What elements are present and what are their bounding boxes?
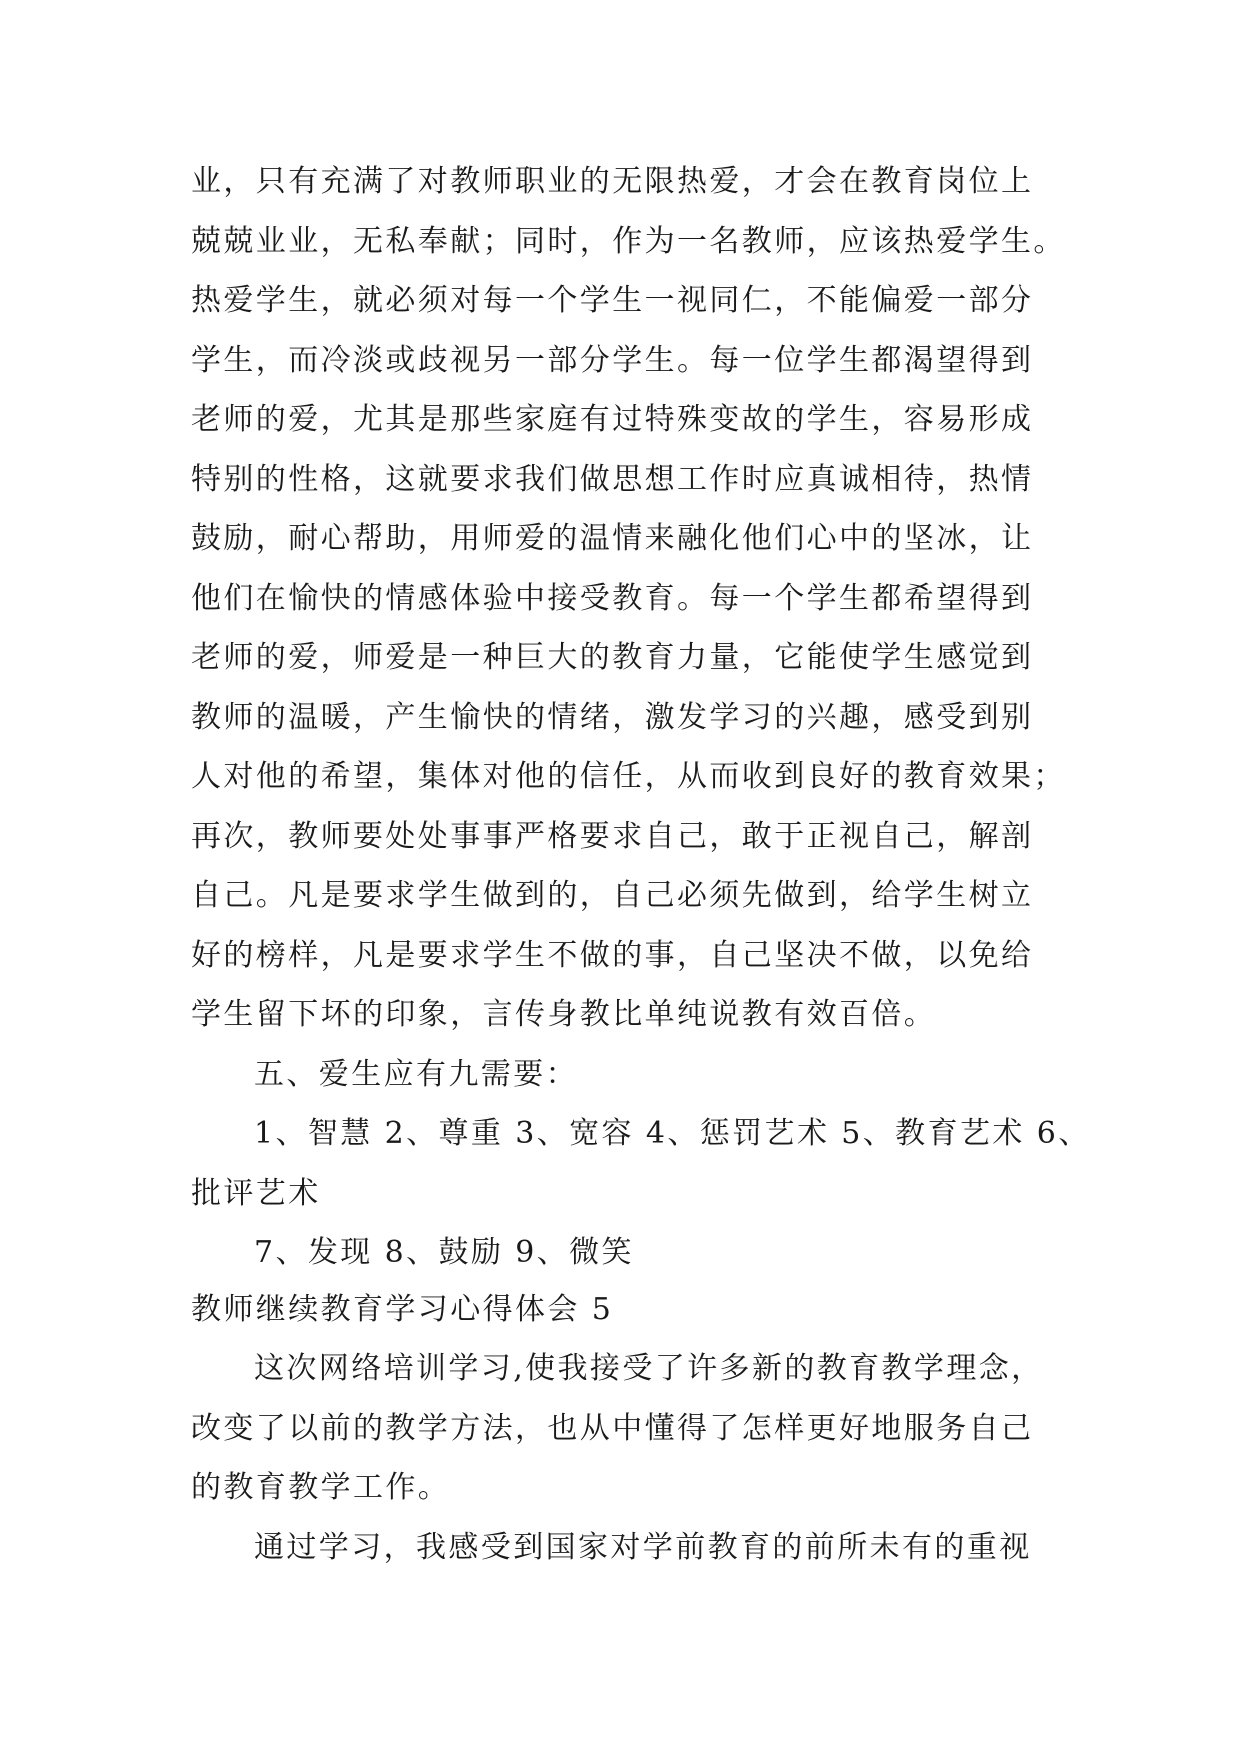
paragraph-line: 的教育教学工作。 [191, 1470, 451, 1505]
list-line: 7、发现 8、鼓励 9、微笑 [254, 1235, 634, 1270]
paragraph-line: 老师的爱，尤其是那些家庭有过特殊变故的学生，容易形成 [191, 402, 1034, 437]
paragraph-line: 兢兢业业，无私奉献；同时，作为一名教师，应该热爱学生。 [191, 224, 1066, 259]
paragraph-line: 他们在愉快的情感体验中接受教育。每一个学生都希望得到 [191, 581, 1034, 616]
paragraph-line: 学生，而冷淡或歧视另一部分学生。每一位学生都渴望得到 [191, 343, 1034, 378]
paragraph-line: 热爱学生，就必须对每一个学生一视同仁，不能偏爱一部分 [191, 283, 1034, 318]
section-heading: 五、爱生应有九需要： [254, 1057, 578, 1092]
paragraph-line: 改变了以前的教学方法，也从中懂得了怎样更好地服务自己 [191, 1411, 1034, 1446]
paragraph-line: 老师的爱，师爱是一种巨大的教育力量，它能使学生感觉到 [191, 640, 1034, 675]
article-title: 教师继续教育学习心得体会 5 [191, 1292, 614, 1327]
paragraph-line: 这次网络培训学习,使我接受了许多新的教育教学理念， [254, 1351, 1044, 1386]
paragraph-line: 通过学习，我感受到国家对学前教育的前所未有的重视 [254, 1530, 1032, 1565]
paragraph-line: 学生留下坏的印象，言传身教比单纯说教有效百倍。 [191, 997, 937, 1032]
paragraph-line: 人对他的希望，集体对他的信任，从而收到良好的教育效果； [191, 759, 1066, 794]
paragraph-line: 再次，教师要处处事事严格要求自己，敢于正视自己，解剖 [191, 819, 1034, 854]
paragraph-line: 自己。凡是要求学生做到的，自己必须先做到，给学生树立 [191, 878, 1034, 913]
paragraph-line: 好的榜样，凡是要求学生不做的事，自己坚决不做，以免给 [191, 938, 1034, 973]
paragraph-line: 特别的性格，这就要求我们做思想工作时应真诚相待，热情 [191, 462, 1034, 497]
paragraph-line: 鼓励，耐心帮助，用师爱的温情来融化他们心中的坚冰，让 [191, 521, 1034, 556]
paragraph-line: 教师的温暖，产生愉快的情绪，激发学习的兴趣，感受到别 [191, 700, 1034, 735]
list-line: 批评艺术 [191, 1176, 321, 1211]
list-line: 1、智慧 2、尊重 3、宽容 4、惩罚艺术 5、教育艺术 6、 [254, 1116, 1091, 1151]
paragraph-line: 业，只有充满了对教师职业的无限热爱，才会在教育岗位上 [191, 164, 1034, 199]
